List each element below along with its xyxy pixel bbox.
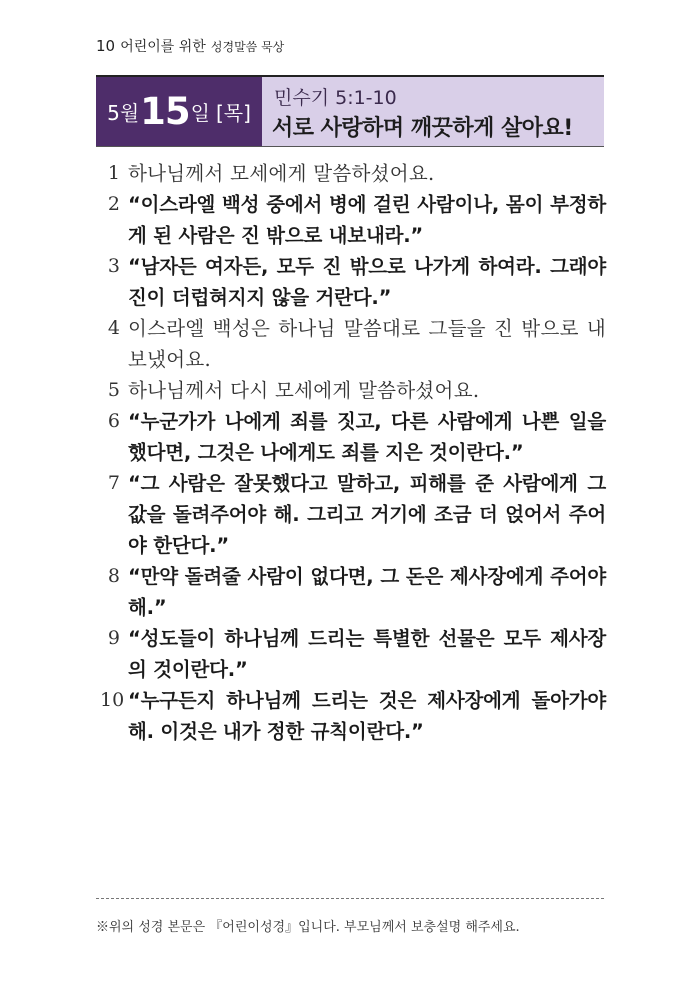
verse	[100, 375, 606, 406]
verse-number: 3	[107, 255, 120, 277]
verse-text: “그 사람은 잘못했다고 말하고, 피해를 준 사람에게 그 값을 돌려주어야 해. 그리고 거기에 조금 더 얹어서 주어야 한단다.”	[128, 472, 606, 557]
verse-number: 1	[107, 162, 120, 184]
verse-text: 하나님께서 다시 모세에게 말씀하셨어요.	[128, 379, 480, 402]
page-title: 서로 사랑하며 깨끗하게 살아요!	[272, 116, 573, 141]
verse-number: 8	[107, 565, 120, 587]
verse	[100, 251, 606, 313]
title-rule	[96, 146, 604, 147]
footnote: ※위의 성경 본문은 『어린이성경』입니다. 부모님께서 보충설명 해주세요.	[96, 920, 520, 935]
verse-number: 4	[107, 317, 120, 339]
verse-number: 2	[107, 193, 120, 215]
verse-text: 하나님께서 모세에게 말씀하셨어요.	[128, 162, 435, 185]
footnote-rule	[96, 898, 604, 899]
entry-month: 5월	[107, 101, 140, 125]
date-box	[96, 77, 262, 146]
verse	[100, 685, 606, 747]
verse-number: 9	[107, 627, 120, 649]
verse	[100, 468, 606, 561]
verse-text: “만약 돌려줄 사람이 없다면, 그 돈은 제사장에게 주어야 해.”	[128, 565, 606, 619]
verse	[100, 189, 606, 251]
verse-text: 이스라엘 백성은 하나님 말씀대로 그들을 진 밖으로 내보냈어요.	[128, 317, 606, 371]
book-title: 어린이를 위한	[120, 39, 206, 55]
running-head	[96, 36, 284, 56]
verse	[100, 561, 606, 623]
entry-day-label: 일	[190, 101, 210, 125]
verse-number: 7	[107, 472, 120, 494]
verse-text: “누구든지 하나님께 드리는 것은 제사장에게 돌아가야 해. 이것은 내가 정한 규칙이란다.”	[128, 689, 606, 743]
verse	[100, 406, 606, 468]
title-box	[262, 77, 604, 146]
verse	[100, 313, 606, 375]
entry-day: 15	[140, 90, 190, 133]
scripture-reference: 민수기 5:1-10	[274, 87, 397, 109]
verse-number: 10	[100, 689, 125, 711]
page-number: 10	[96, 37, 116, 55]
verse-text: “성도들이 하나님께 드리는 특별한 선물은 모두 제사장의 것이란다.”	[128, 627, 606, 681]
verse-text: “누군가가 나에게 죄를 짓고, 다른 사람에게 나쁜 일을 했다면, 그것은 나에게도 죄를 지은 것이란다.”	[128, 410, 606, 464]
verse-text: “남자든 여자든, 모두 진 밖으로 나가게 하여라. 그래야 진이 더럽혀지지 않을 거란다.”	[128, 255, 606, 309]
verse-number: 5	[107, 379, 120, 401]
verse	[100, 158, 606, 189]
book-subtitle: 성경말씀 묵상	[210, 40, 285, 54]
verse-list	[100, 158, 606, 747]
verse	[100, 623, 606, 685]
verse-text: “이스라엘 백성 중에서 병에 걸린 사람이나, 몸이 부정하게 된 사람은 진 밖으로 내보내라.”	[128, 193, 606, 247]
verse-number: 6	[107, 410, 120, 432]
entry-weekday: [목]	[215, 101, 251, 125]
